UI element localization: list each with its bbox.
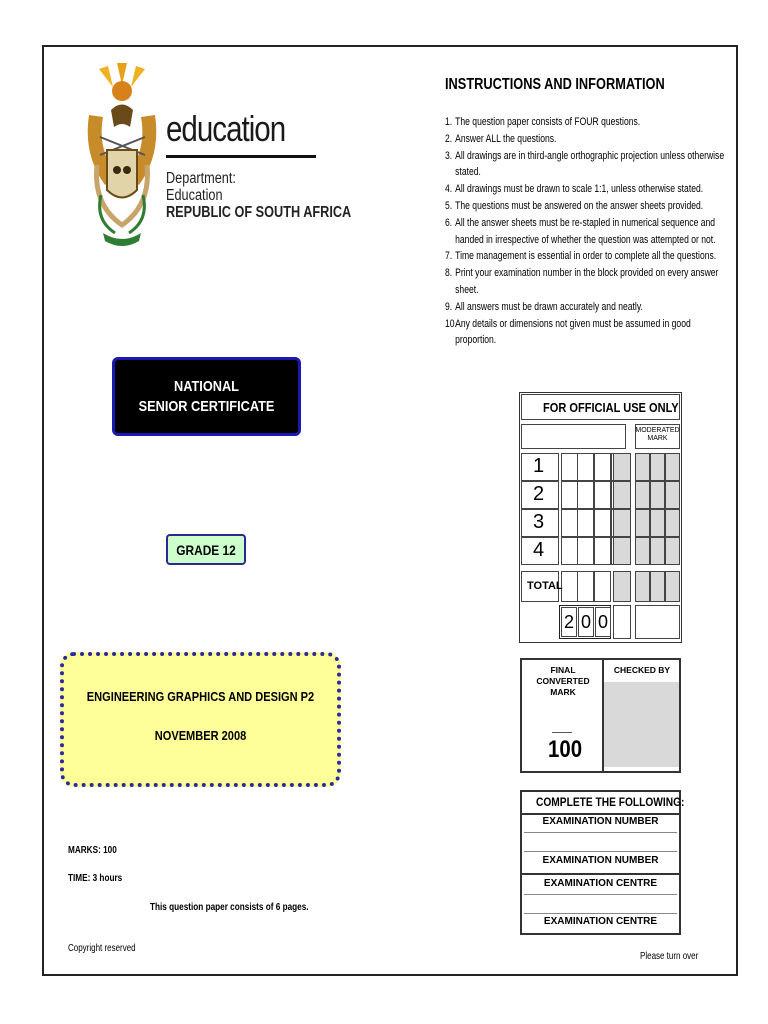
marks-label: MARKS: 100 <box>68 845 117 856</box>
mark-cell[interactable] <box>577 481 594 509</box>
department-line2: Education <box>166 187 223 204</box>
moderated-mark-cell[interactable] <box>635 453 650 481</box>
max-total-digit: 2 <box>561 607 577 637</box>
question-number: 1 <box>533 455 545 477</box>
mark-cell[interactable] <box>594 481 611 509</box>
max-total-digit: 0 <box>595 607 611 637</box>
instruction-item <box>445 215 726 232</box>
moderated-mark-cell[interactable] <box>650 509 665 537</box>
instruction-number: 5. <box>445 199 453 212</box>
final-mark-box <box>520 658 681 773</box>
moderated-mark-cell[interactable] <box>650 481 665 509</box>
mark-cell[interactable] <box>577 509 594 537</box>
total-moderated-cell[interactable] <box>665 571 680 602</box>
instruction-number: 1. <box>445 116 453 128</box>
instruction-text: All drawings must be drawn to scale 1:1, unless otherwise stated. <box>455 183 704 196</box>
instruction-text: All drawings are in third-angle orthographic projection unless otherwise stated. <box>455 149 725 179</box>
moderated-mark-cell[interactable] <box>635 481 650 509</box>
official-use-table <box>519 392 682 643</box>
max-total-digit: 0 <box>578 607 594 637</box>
pages-note: This question paper consists of 6 pages. <box>150 902 309 913</box>
instruction-number: 10. <box>445 317 457 330</box>
instruction-number: 8. <box>445 267 453 280</box>
instructions-title: INSTRUCTIONS AND INFORMATION <box>445 76 665 93</box>
instruction-text: All the answer sheets must be re-stapled in numerical sequence and <box>455 216 716 229</box>
instruction-item <box>445 248 726 265</box>
mark-cell-grey <box>613 481 631 509</box>
exam-centre-field[interactable] <box>524 894 677 914</box>
instruction-text: Answer ALL the questions. <box>455 132 557 145</box>
fraction-line <box>552 732 572 733</box>
moderated-mark-cell[interactable] <box>665 537 680 565</box>
total-label: TOTAL <box>527 580 563 592</box>
education-wordmark: education <box>166 108 286 149</box>
instruction-text: The question paper consists of FOUR questions. <box>455 116 641 128</box>
total-moderated-cell[interactable] <box>635 571 650 602</box>
total-mark-cell[interactable] <box>577 571 594 602</box>
total-moderated-cell[interactable] <box>650 571 665 602</box>
moderated-mark-cell[interactable] <box>650 453 665 481</box>
instruction-text: handed in irrespective of whether the question was attempted or not. <box>455 233 716 246</box>
instruction-text: Time management is essential in order to complete all the questions. <box>455 250 717 263</box>
mark-cell-grey <box>613 537 631 565</box>
instructions-list <box>445 114 726 349</box>
instruction-item <box>445 299 726 316</box>
instruction-number <box>445 232 455 249</box>
instruction-item <box>445 232 726 249</box>
nsc-badge <box>112 357 301 436</box>
instruction-number: 2. <box>445 132 453 145</box>
question-number: 4 <box>533 539 545 561</box>
mark-cell[interactable] <box>561 509 578 537</box>
paper-subject: ENGINEERING GRAPHICS AND DESIGN P2 <box>86 689 315 704</box>
complete-following-box <box>520 790 685 935</box>
instruction-text: The questions must be answered on the answer sheets provided. <box>455 199 704 212</box>
moderated-mark-label: MODERATED MARK <box>635 427 680 442</box>
grade-label: GRADE 12 <box>176 541 236 558</box>
exam-number-field[interactable] <box>524 832 677 852</box>
moderated-mark-cell[interactable] <box>650 537 665 565</box>
mark-cell[interactable] <box>577 537 594 565</box>
country-name: REPUBLIC OF SOUTH AFRICA <box>166 204 352 221</box>
exam-number-label-top: EXAMINATION NUMBER <box>542 816 659 827</box>
checked-by-label: CHECKED BY <box>613 665 671 675</box>
instruction-number: 7. <box>445 250 453 263</box>
moderated-mark-cell[interactable] <box>635 509 650 537</box>
grade-badge <box>166 534 246 565</box>
coat-of-arms-logo <box>75 55 331 270</box>
instruction-number: 9. <box>445 300 453 313</box>
final-denominator: 100 <box>548 736 583 763</box>
moderated-mark-cell[interactable] <box>665 481 680 509</box>
exam-centre-label-bottom: EXAMINATION CENTRE <box>543 916 658 927</box>
instruction-number: 6. <box>445 216 453 229</box>
department-line1: Department: <box>166 170 236 187</box>
complete-title: COMPLETE THE FOLLOWING: <box>536 795 685 809</box>
mark-cell[interactable] <box>561 537 578 565</box>
sun-icon <box>99 63 145 101</box>
instruction-text: All answers must be drawn accurately and neatly. <box>455 300 643 313</box>
paper-date: NOVEMBER 2008 <box>154 728 247 743</box>
nsc-line2: SENIOR CERTIFICATE <box>138 397 275 415</box>
instruction-item <box>445 181 726 198</box>
exam-centre-label-top: EXAMINATION CENTRE <box>543 878 658 889</box>
total-mark-cell[interactable] <box>594 571 611 602</box>
mark-cell[interactable] <box>561 453 578 481</box>
moderated-mark-cell[interactable] <box>635 537 650 565</box>
official-use-title: FOR OFFICIAL USE ONLY <box>543 400 679 415</box>
moderated-mark-cell[interactable] <box>665 509 680 537</box>
turn-over-note: Please turn over <box>640 951 699 962</box>
copyright-note: Copyright reserved <box>68 943 136 954</box>
question-number: 2 <box>533 483 545 505</box>
instruction-item <box>445 131 726 148</box>
mark-cell[interactable] <box>561 481 578 509</box>
time-label: TIME: 3 hours <box>68 873 123 884</box>
instruction-item <box>445 265 726 299</box>
mark-cell[interactable] <box>577 453 594 481</box>
checked-by-field[interactable] <box>604 682 679 767</box>
moderated-mark-cell[interactable] <box>665 453 680 481</box>
instruction-text: Any details or dimensions not given must be assumed in good proportion. <box>455 317 691 347</box>
wordmark-divider <box>166 155 316 158</box>
instruction-item <box>445 148 726 182</box>
instruction-text: Print your examination number in the block provided on every answer sheet. <box>455 267 719 296</box>
instruction-item <box>445 316 726 350</box>
final-converted-label: FINAL CONVERTED MARK <box>536 665 590 697</box>
nsc-line1: NATIONAL <box>174 377 239 395</box>
instruction-item <box>445 198 726 215</box>
department-block <box>166 170 351 221</box>
mark-cell[interactable] <box>594 537 611 565</box>
exam-number-label-bottom: EXAMINATION NUMBER <box>542 855 659 866</box>
instruction-number: 4. <box>445 183 453 196</box>
mark-cell[interactable] <box>594 453 611 481</box>
instruction-number: 3. <box>445 149 453 162</box>
question-number: 3 <box>533 511 545 533</box>
total-mark-cell-grey <box>613 571 631 602</box>
instruction-item <box>445 114 726 131</box>
total-mark-cell[interactable] <box>561 571 578 602</box>
mark-cell-grey <box>613 453 631 481</box>
paper-info-box <box>60 652 341 787</box>
mark-cell-grey <box>613 509 631 537</box>
mark-cell[interactable] <box>594 509 611 537</box>
